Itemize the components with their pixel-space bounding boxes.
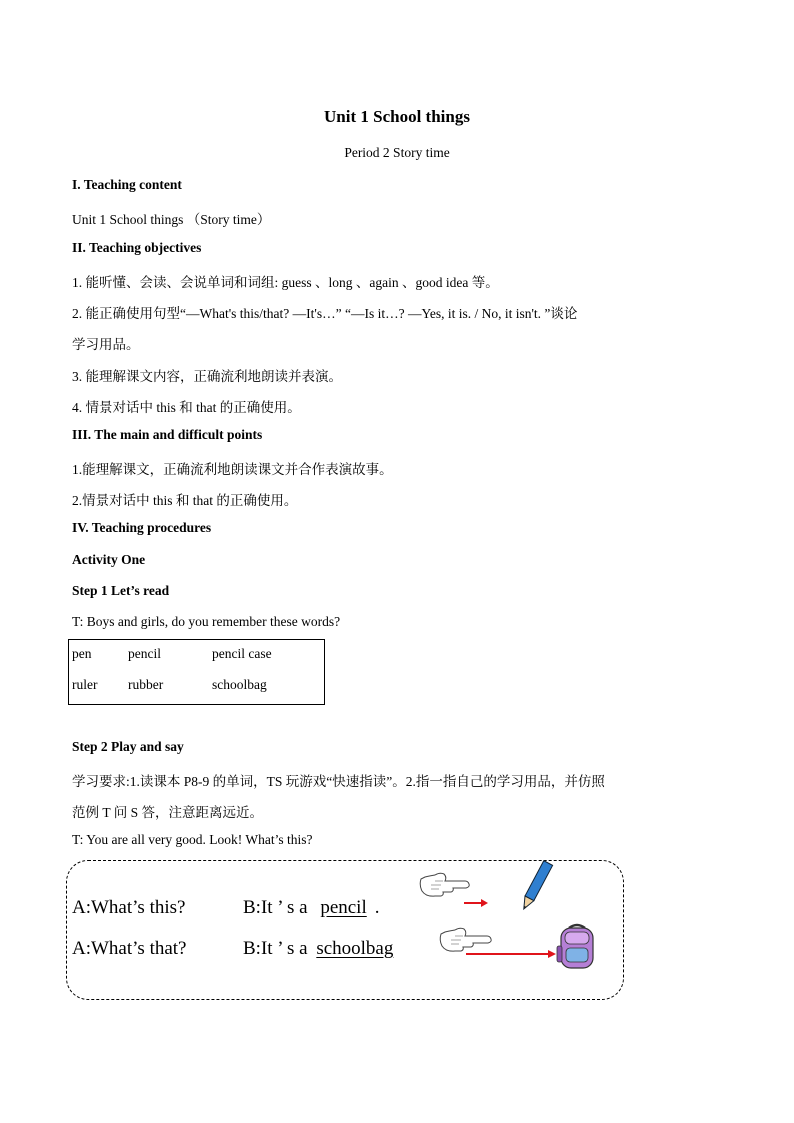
step2-requirement: 学习要求:1.读课本 P8-9 的单词，TS 玩游戏“快速指读”。2.指一指自己的学习用品，并仿照 [72, 774, 605, 789]
section-heading-points: III. The main and difficult points [72, 427, 263, 442]
dialog-answer-this [243, 897, 380, 919]
answer-blank: schoolbag [316, 938, 394, 959]
dialog-question-that: A:What’s that? [72, 938, 187, 959]
word-item: pencil [128, 646, 161, 661]
word-item: pen [72, 646, 92, 661]
point-item: 1.能理解课文，正确流利地朗读课文并合作表演故事。 [72, 462, 393, 477]
word-item: rubber [128, 677, 164, 692]
word-item: ruler [72, 677, 98, 692]
section-heading-procedures: IV. Teaching procedures [72, 520, 212, 535]
step2-heading: Step 2 Play and say [72, 739, 184, 754]
activity-heading: Activity One [72, 552, 146, 567]
step2-requirement: 范例 T 问 S 答，注意距离远近。 [72, 805, 264, 820]
page-subtitle: Period 2 Story time [344, 145, 450, 160]
objective-item: 学习用品。 [72, 337, 140, 352]
objective-item: 2. 能正确使用句型“—What's this/that? —It's…” “—Is it…? —Yes, it is. / No, it isn't. ”谈论 [72, 306, 578, 321]
word-box [68, 639, 325, 705]
section-text-content: Unit 1 School things （Story time） [72, 212, 271, 227]
word-item: pencil case [212, 646, 272, 661]
point-item: 2.情景对话中 this 和 that 的正确使用。 [72, 493, 298, 508]
page-title: Unit 1 School things [324, 107, 470, 126]
schoolbag-icon [555, 922, 599, 972]
step1-heading: Step 1 Let’s read [72, 583, 170, 598]
answer-prefix: B:It ’ s a [243, 938, 308, 959]
answer-prefix: B:It ’ s a [243, 897, 308, 918]
objective-item: 1. 能听懂、会读、会说单词和词组: guess 、long 、again 、good idea 等。 [72, 275, 499, 290]
answer-blank: pencil [320, 897, 367, 918]
objective-item: 4. 情景对话中 this 和 that 的正确使用。 [72, 400, 301, 415]
objective-item: 3. 能理解课文内容，正确流利地朗读并表演。 [72, 369, 342, 384]
arrow-long [465, 948, 557, 960]
step2-text: T: You are all very good. Look! What’s this? [72, 832, 313, 847]
arrow-short [463, 897, 489, 909]
section-heading-content: I. Teaching content [72, 177, 182, 192]
section-heading-objectives: II. Teaching objectives [72, 240, 202, 255]
dialog-answer-that [243, 938, 397, 960]
answer-suffix: . [374, 897, 380, 918]
pencil-icon [517, 858, 555, 914]
word-item: schoolbag [212, 677, 267, 692]
step1-text: T: Boys and girls, do you remember these words? [72, 614, 341, 629]
dialog-question-this: A:What’s this? [72, 897, 186, 918]
